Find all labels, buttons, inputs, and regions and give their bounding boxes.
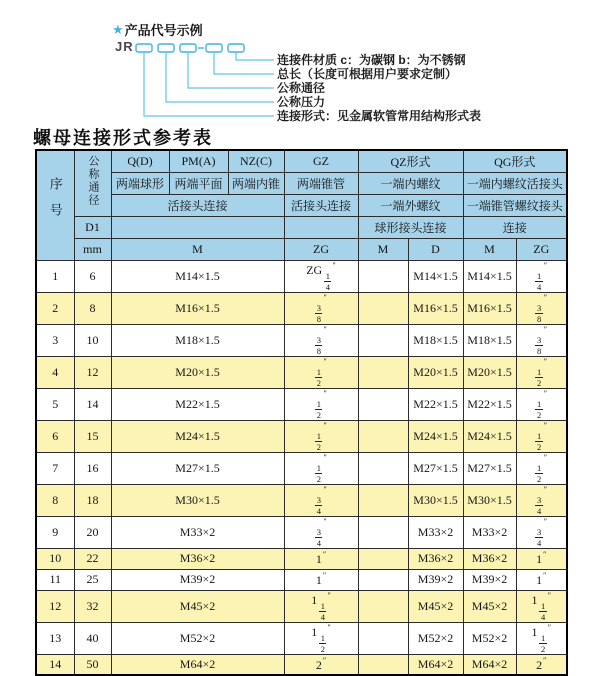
- cell-m-thread: M64×2: [111, 654, 284, 675]
- header-thread-m3: M: [463, 238, 516, 260]
- cell-qg-m: M24×1.5: [463, 420, 516, 452]
- cell-seq: 7: [36, 452, 74, 484]
- cell-qz-m: [358, 516, 408, 548]
- cell-qz-m: [358, 420, 408, 452]
- cell-m-thread: M22×1.5: [111, 388, 284, 420]
- cell-qg-zg: 2″: [516, 654, 567, 675]
- cell-qz-d: M52×2: [408, 622, 463, 654]
- cell-gz-zg: $\frac{3}{8}$ ″: [284, 292, 358, 324]
- callout-connection-form: 连接形式：见金属软管常用结构形式表: [277, 109, 482, 123]
- table-row: [36, 654, 567, 675]
- cell-qz-d: M16×1.5: [408, 292, 463, 324]
- cell-qz-m: [358, 548, 408, 569]
- cell-qg-zg: $\frac{3}{8}$ ″: [516, 324, 567, 356]
- header-d1-blank-gz: [284, 216, 358, 238]
- cell-qg-zg: 1 $\frac{1}{4}$ ″: [516, 590, 567, 622]
- table-row: [36, 292, 567, 324]
- cell-qg-m: M22×1.5: [463, 388, 516, 420]
- cell-qg-m: M36×2: [463, 548, 516, 569]
- cell-mm: 20: [74, 516, 111, 548]
- header-row-end-types: [36, 172, 567, 194]
- nut-connection-reference-table: [35, 149, 568, 676]
- header-row-units: [36, 238, 567, 260]
- cell-seq: 4: [36, 356, 74, 388]
- cell-qg-m: M16×1.5: [463, 292, 516, 324]
- table-row: [36, 260, 567, 292]
- cell-qz-m: [358, 292, 408, 324]
- code-box: [206, 44, 222, 52]
- cell-gz-zg: ZG $\frac{1}{4}$ ″: [284, 260, 358, 292]
- header-endtype-nzc: 两端内锥: [228, 172, 284, 194]
- cell-qz-m: [358, 654, 408, 675]
- cell-mm: 18: [74, 484, 111, 516]
- cell-qz-d: M14×1.5: [408, 260, 463, 292]
- cell-qg-m: M52×2: [463, 622, 516, 654]
- table-row: [36, 484, 567, 516]
- header-conn-taper-thread: 一端锥管螺纹接头: [463, 194, 567, 216]
- cell-mm: 50: [74, 654, 111, 675]
- cell-seq: 2: [36, 292, 74, 324]
- cell-mm: 22: [74, 548, 111, 569]
- cell-gz-zg: $\frac{1}{2}$ ″: [284, 420, 358, 452]
- header-conn-external-thread: 一端外螺纹: [358, 194, 463, 216]
- cell-qg-zg: 1″: [516, 569, 567, 590]
- cell-qz-d: M45×2: [408, 590, 463, 622]
- cell-gz-zg: $\frac{1}{2}$ ″: [284, 452, 358, 484]
- table-row: [36, 324, 567, 356]
- cell-qg-zg: 1″: [516, 548, 567, 569]
- code-box: [180, 44, 196, 52]
- header-group-qz: QZ形式: [358, 150, 463, 172]
- cell-qg-zg: $\frac{1}{2}$ ″: [516, 420, 567, 452]
- cell-qz-d: M24×1.5: [408, 420, 463, 452]
- table-row: [36, 622, 567, 654]
- cell-seq: 14: [36, 654, 74, 675]
- cell-m-thread: M27×1.5: [111, 452, 284, 484]
- cell-seq: 6: [36, 420, 74, 452]
- cell-mm: 16: [74, 452, 111, 484]
- cell-mm: 40: [74, 622, 111, 654]
- header-endtype-qd: 两端球形: [111, 172, 169, 194]
- table-row: [36, 590, 567, 622]
- cell-qz-d: M22×1.5: [408, 388, 463, 420]
- cell-qg-zg: $\frac{1}{2}$ ″: [516, 388, 567, 420]
- cell-qz-m: [358, 260, 408, 292]
- header-thread-d: D: [408, 238, 463, 260]
- cell-seq: 1: [36, 260, 74, 292]
- diagram-heading: [112, 20, 203, 39]
- cell-gz-zg: $\frac{3}{4}$ ″: [284, 516, 358, 548]
- cell-m-thread: M24×1.5: [111, 420, 284, 452]
- header-conn-union: 活接头连接: [111, 194, 284, 216]
- header-thread-m2: M: [358, 238, 408, 260]
- cell-qz-d: M30×1.5: [408, 484, 463, 516]
- cell-qz-d: M64×2: [408, 654, 463, 675]
- callout-total-length: 总长（长度可根据用户要求定制）: [277, 67, 458, 81]
- cell-qz-m: [358, 452, 408, 484]
- cell-qz-m: [358, 356, 408, 388]
- cell-qg-zg: $\frac{1}{2}$ ″: [516, 452, 567, 484]
- cell-gz-zg: 1″: [284, 569, 358, 590]
- cell-mm: 10: [74, 324, 111, 356]
- header-row-connection: [36, 194, 567, 216]
- callout-line: [236, 52, 274, 60]
- header-group-gz: GZ: [284, 150, 358, 172]
- cell-gz-zg: $\frac{3}{8}$ ″: [284, 324, 358, 356]
- callout-line: [214, 52, 274, 74]
- header-thread-zg2: ZG: [516, 238, 567, 260]
- table-body: [36, 260, 567, 675]
- cell-qg-m: M14×1.5: [463, 260, 516, 292]
- header-ball-joint-connection: 球形接头连接: [358, 216, 463, 238]
- cell-qg-zg: $\frac{3}{4}$ ″: [516, 516, 567, 548]
- table-title: 螺母连接形式参考表: [33, 128, 213, 148]
- callout-nominal-pressure: 公称压力: [277, 95, 326, 109]
- cell-qg-zg: 1 $\frac{1}{2}$ ″: [516, 622, 567, 654]
- cell-mm: 6: [74, 260, 111, 292]
- header-endtype-qz: 一端内螺纹: [358, 172, 463, 194]
- table-row: [36, 420, 567, 452]
- table-header: [36, 150, 567, 260]
- header-row-d1: [36, 216, 567, 238]
- table-row: [36, 452, 567, 484]
- header-thread-m1: M: [111, 238, 284, 260]
- cell-qg-zg: $\frac{1}{2}$ ″: [516, 356, 567, 388]
- cell-m-thread: M36×2: [111, 548, 284, 569]
- cell-m-thread: M52×2: [111, 622, 284, 654]
- table-row: [36, 569, 567, 590]
- code-box: [228, 44, 244, 52]
- cell-mm: 12: [74, 356, 111, 388]
- cell-qz-m: [358, 484, 408, 516]
- cell-gz-zg: 1 $\frac{1}{2}$ ″: [284, 622, 358, 654]
- cell-mm: 8: [74, 292, 111, 324]
- cell-gz-zg: 1″: [284, 548, 358, 569]
- cell-qz-m: [358, 590, 408, 622]
- cell-m-thread: M20×1.5: [111, 356, 284, 388]
- cell-gz-zg: $\frac{1}{2}$ ″: [284, 388, 358, 420]
- star-icon: ★: [112, 21, 124, 37]
- diagram-heading-text: 产品代号示例: [124, 23, 203, 38]
- cell-mm: 14: [74, 388, 111, 420]
- cell-qz-d: M39×2: [408, 569, 463, 590]
- header-unit-mm: mm: [74, 238, 111, 260]
- cell-qg-zg: $\frac{3}{8}$ ″: [516, 292, 567, 324]
- cell-qg-zg: $\frac{3}{4}$ ″: [516, 484, 567, 516]
- header-endtype-qg: 一端内螺纹活接头: [463, 172, 567, 194]
- cell-seq: 9: [36, 516, 74, 548]
- cell-qz-d: M36×2: [408, 548, 463, 569]
- cell-qg-m: M45×2: [463, 590, 516, 622]
- cell-m-thread: M16×1.5: [111, 292, 284, 324]
- callout-nominal-diameter: 公称通径: [277, 81, 326, 95]
- cell-qz-d: M18×1.5: [408, 324, 463, 356]
- table-row: [36, 356, 567, 388]
- cell-m-thread: M45×2: [111, 590, 284, 622]
- cell-qz-m: [358, 622, 408, 654]
- cell-qz-m: [358, 569, 408, 590]
- cell-qz-m: [358, 324, 408, 356]
- header-group-qd: Q(D): [111, 150, 169, 172]
- header-conn-union-gz: 活接头连接: [284, 194, 358, 216]
- header-connection: 连接: [463, 216, 567, 238]
- cell-mm: 32: [74, 590, 111, 622]
- cell-m-thread: M30×1.5: [111, 484, 284, 516]
- cell-seq: 5: [36, 388, 74, 420]
- header-row-groups: [36, 150, 567, 172]
- header-endtype-gz: 两端锥管: [284, 172, 358, 194]
- cell-gz-zg: 1 $\frac{1}{4}$ ″: [284, 590, 358, 622]
- header-group-pma: PM(A): [169, 150, 228, 172]
- cell-qg-m: M33×2: [463, 516, 516, 548]
- cell-m-thread: M14×1.5: [111, 260, 284, 292]
- cell-seq: 13: [36, 622, 74, 654]
- callout-line: [144, 52, 274, 116]
- header-nominal-diameter: [74, 150, 111, 216]
- header-group-qg: QG形式: [463, 150, 567, 172]
- table-row: [36, 516, 567, 548]
- cell-qz-d: M33×2: [408, 516, 463, 548]
- code-prefix: JR: [115, 39, 134, 54]
- cell-qg-m: M20×1.5: [463, 356, 516, 388]
- cell-mm: 25: [74, 569, 111, 590]
- cell-seq: 12: [36, 590, 74, 622]
- cell-qg-m: M27×1.5: [463, 452, 516, 484]
- cell-qg-m: M39×2: [463, 569, 516, 590]
- cell-m-thread: M33×2: [111, 516, 284, 548]
- cell-qg-m: M64×2: [463, 654, 516, 675]
- cell-seq: 8: [36, 484, 74, 516]
- table-row: [36, 548, 567, 569]
- cell-seq: 11: [36, 569, 74, 590]
- callout-line: [188, 52, 274, 88]
- header-nominal-diameter-label: 公称通径: [87, 155, 99, 208]
- cell-m-thread: M18×1.5: [111, 324, 284, 356]
- callout-material: 连接件材质 c：为碳钢 b：为不锈钢: [277, 53, 466, 67]
- code-box: [136, 44, 152, 52]
- header-seq: [36, 150, 74, 260]
- cell-seq: 10: [36, 548, 74, 569]
- header-seq-label: 序号: [47, 177, 63, 230]
- header-d1: D1: [74, 216, 111, 238]
- cell-qg-m: M30×1.5: [463, 484, 516, 516]
- cell-qg-zg: $\frac{1}{4}$ ″: [516, 260, 567, 292]
- table-row: [36, 388, 567, 420]
- cell-gz-zg: $\frac{1}{2}$ ″: [284, 356, 358, 388]
- header-thread-zg1: ZG: [284, 238, 358, 260]
- cell-qz-m: [358, 388, 408, 420]
- code-box: [158, 44, 174, 52]
- cell-m-thread: M39×2: [111, 569, 284, 590]
- cell-qz-d: M27×1.5: [408, 452, 463, 484]
- header-d1-blank: [111, 216, 284, 238]
- cell-gz-zg: $\frac{3}{4}$ ″: [284, 484, 358, 516]
- cell-mm: 15: [74, 420, 111, 452]
- cell-qg-m: M18×1.5: [463, 324, 516, 356]
- cell-qz-d: M20×1.5: [408, 356, 463, 388]
- cell-seq: 3: [36, 324, 74, 356]
- header-endtype-pma: 两端平面: [169, 172, 228, 194]
- header-group-nzc: NZ(C): [228, 150, 284, 172]
- cell-gz-zg: 2″: [284, 654, 358, 675]
